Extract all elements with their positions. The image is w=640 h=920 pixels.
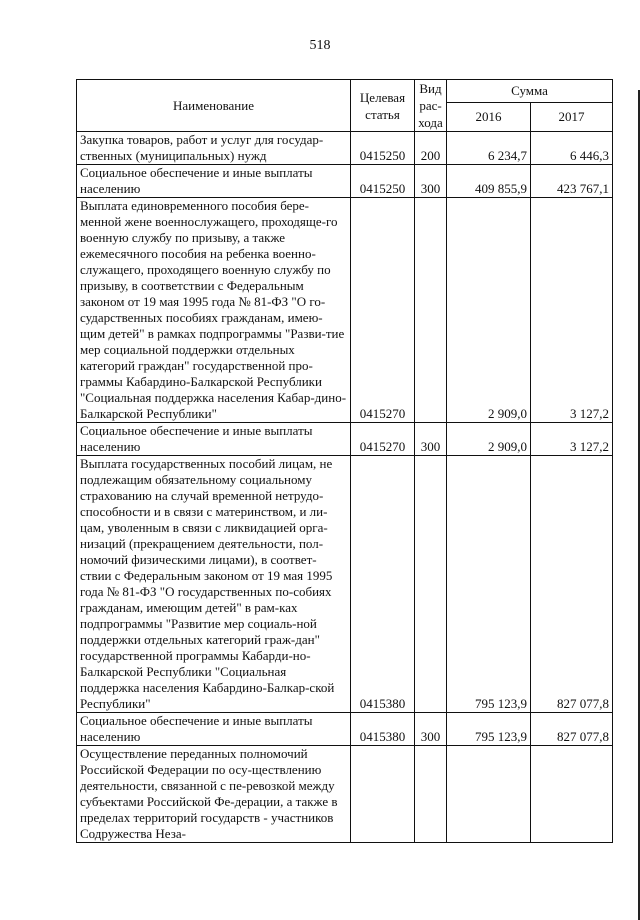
header-year-2017: 2017 [531, 102, 613, 131]
row-amount-2017 [531, 746, 613, 843]
row-name: Социальное обеспечение и иные выплаты населению [77, 423, 351, 456]
row-code: 0415270 [351, 198, 415, 423]
row-code: 0415250 [351, 132, 415, 165]
row-amount-2017: 3 127,2 [531, 423, 613, 456]
table-row [77, 746, 613, 843]
row-name: Закупка товаров, работ и услуг для государ-ственных (муниципальных) нужд [77, 132, 351, 165]
table-row [77, 423, 613, 456]
row-name: Выплата государственных пособий лицам, не подлежащим обязательному социальному страхованию на случай временной нетрудо-способности и в связи с материнством, и ли-цам, уволенным в связи с ликвидацией орга-низаций (прекращением деятельности, пол-номочий физическими лицами), в соответ-ствии с Федеральным законом от 19 мая 1995 года № 81-ФЗ "О государственных по-собиях гражданам, имеющим детей" в рам-ках подпрограммы "Развитие мер социаль-ной поддержки отдельных категорий граж-дан" государственной программы Кабарди-но-Балкарской Республики "Социальная поддержка населения Кабардино-Балкар-ской Республики" [77, 456, 351, 713]
row-amount-2017: 423 767,1 [531, 165, 613, 198]
header-name: Наименование [77, 80, 351, 132]
row-amount-2016: 409 855,9 [447, 165, 531, 198]
row-code: 0415380 [351, 456, 415, 713]
row-name: Социальное обеспечение и иные выплаты населению [77, 165, 351, 198]
budget-table [76, 79, 613, 843]
row-code: 0415250 [351, 165, 415, 198]
header-target-article: Целевая статья [351, 80, 415, 132]
table-row [77, 198, 613, 423]
row-amount-2016: 2 909,0 [447, 423, 531, 456]
row-amount-2017: 827 077,8 [531, 713, 613, 746]
row-code: 0415270 [351, 423, 415, 456]
header-sum: Сумма [447, 80, 613, 103]
table-row [77, 456, 613, 713]
page-number: 518 [309, 38, 331, 53]
row-amount-2016: 2 909,0 [447, 198, 531, 423]
row-type: 200 [415, 132, 447, 165]
row-type [415, 746, 447, 843]
row-type [415, 198, 447, 423]
table-row [77, 713, 613, 746]
row-name: Осуществление переданных полномочий Российской Федерации по осу-ществлению деятельности, связанной с пе-ревозкой между субъектами Российской Фе-дерации, а также в пределах территорий государств - участников Содружества Неза- [77, 746, 351, 843]
table-row [77, 165, 613, 198]
row-type: 300 [415, 165, 447, 198]
header-year-2016: 2016 [447, 102, 531, 131]
row-amount-2017: 6 446,3 [531, 132, 613, 165]
header-expense-type: Вид рас-хода [415, 80, 447, 132]
row-amount-2017: 827 077,8 [531, 456, 613, 713]
row-amount-2016: 795 123,9 [447, 713, 531, 746]
row-amount-2016: 6 234,7 [447, 132, 531, 165]
row-code [351, 746, 415, 843]
row-type: 300 [415, 423, 447, 456]
row-type: 300 [415, 713, 447, 746]
row-amount-2017: 3 127,2 [531, 198, 613, 423]
table-row [77, 132, 613, 165]
row-type [415, 456, 447, 713]
row-name: Социальное обеспечение и иные выплаты населению [77, 713, 351, 746]
row-amount-2016: 795 123,9 [447, 456, 531, 713]
row-amount-2016 [447, 746, 531, 843]
row-name: Выплата единовременного пособия бере-менной жене военнослужащего, проходяще-го военную службу по призыву, а также ежемесячного пособия на ребенка военно-служащего, проходящего военную службу по призыву, в соответствии с Федеральным законом от 19 мая 1995 года № 81-ФЗ "О го-сударственных пособиях гражданам, имею-щим детей" в рамках подпрограммы "Разви-тие мер социальной поддержки отдельных категорий граждан" государственной про-граммы Кабардино-Балкарской Республики "Социальная поддержка населения Кабар-дино-Балкарской Республики" [77, 198, 351, 423]
row-code: 0415380 [351, 713, 415, 746]
